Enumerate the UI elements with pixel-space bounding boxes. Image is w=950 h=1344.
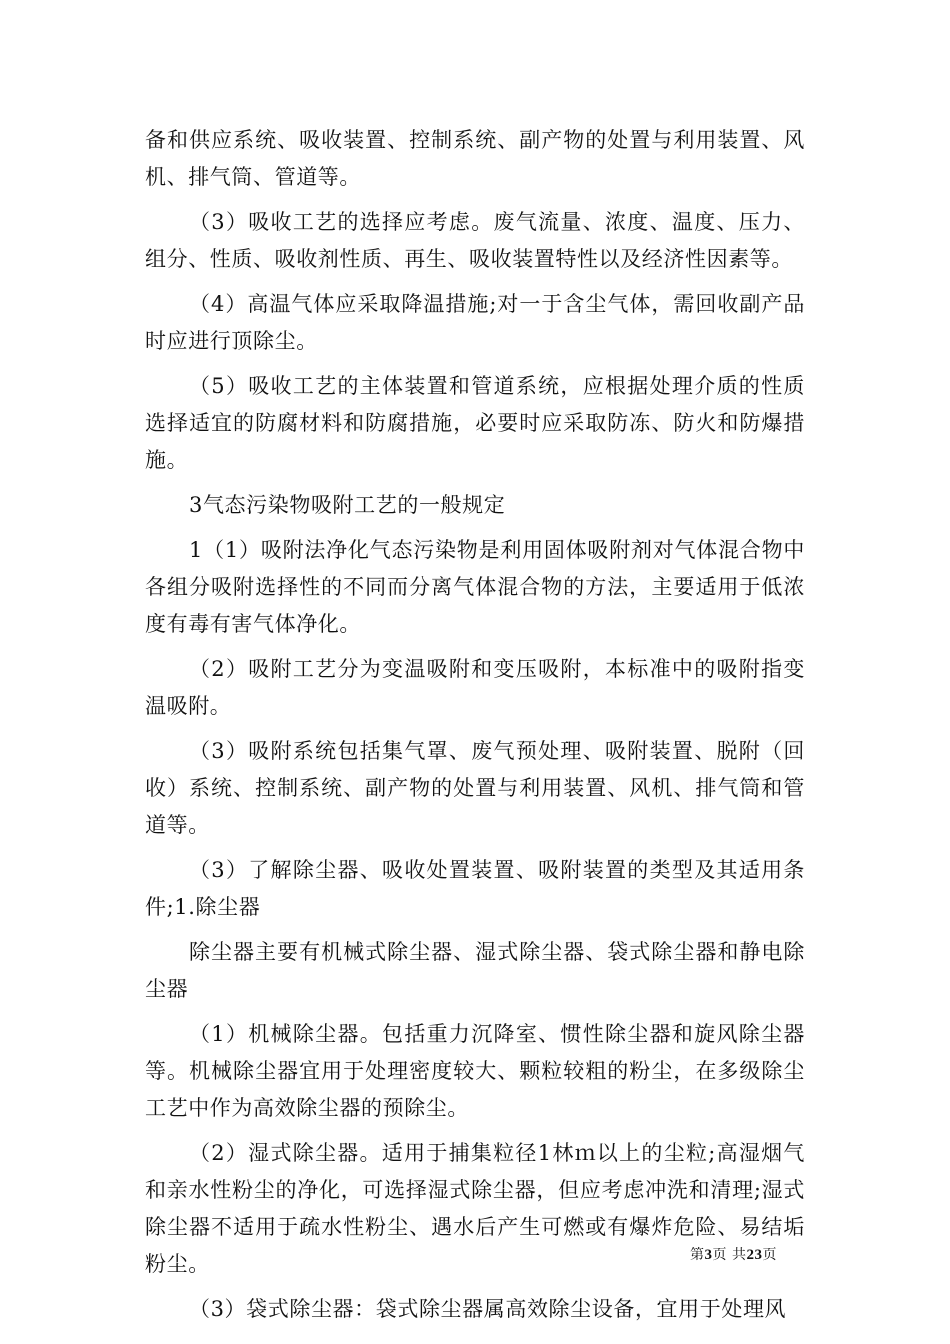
footer-middle: 页 共 [712, 1247, 747, 1263]
current-page-number: 3 [704, 1247, 713, 1263]
paragraph: （3）吸附系统包括集气罩、废气预处理、吸附装置、脱附（回收）系统、控制系统、副产物的处置与利用装置、风机、排气筒和管道等。 [145, 739, 805, 837]
footer-prefix: 第 [690, 1247, 705, 1263]
paragraph: （3）袋式除尘器：袋式除尘器属高效除尘设备，宜用于处理风 [189, 1297, 787, 1321]
paragraph: （3）了解除尘器、吸收处置装置、吸附装置的类型及其适用条件;1.除尘器 [145, 858, 805, 919]
paragraph: 备和供应系统、吸收装置、控制系统、副产物的处置与利用装置、风机、排气筒、管道等。 [145, 128, 805, 189]
section-heading: 3气态污染物吸附工艺的一般规定 [189, 493, 506, 517]
body-text [145, 122, 805, 1328]
page-footer [690, 1244, 890, 1264]
paragraph: （2）吸附工艺分为变温吸附和变压吸附，本标准中的吸附指变温吸附。 [145, 657, 805, 718]
paragraph: （1）机械除尘器。包括重力沉降室、惯性除尘器和旋风除尘器等。机械除尘器宜用于处理密度较大、颗粒较粗的粉尘，在多级除尘工艺中作为高效除尘器的预除尘。 [145, 1022, 805, 1120]
paragraph: 除尘器主要有机械式除尘器、湿式除尘器、袋式除尘器和静电除尘器 [145, 940, 805, 1001]
total-page-count: 23 [746, 1247, 763, 1263]
footer-suffix: 页 [762, 1247, 777, 1263]
paragraph: （3）吸收工艺的选择应考虑。废气流量、浓度、温度、压力、组分、性质、吸收剂性质、再生、吸收装置特性以及经济性因素等。 [145, 210, 805, 271]
paragraph: （2）湿式除尘器。适用于捕集粒径1林ｍ以上的尘粒;高湿烟气和亲水性粉尘的净化，可选择湿式除尘器，但应考虑冲洗和清理;湿式除尘器不适用于疏水性粉尘、遇水后产生可燃或有爆炸危险、易结垢粉尘。 [145, 1141, 805, 1276]
paragraph: 1（1）吸附法净化气态污染物是利用固体吸附剂对气体混合物中各组分吸附选择性的不同而分离气体混合物的方法，主要适用于低浓度有毒有害气体净化。 [145, 538, 805, 636]
paragraph: （4）高温气体应采取降温措施;对一于含尘气体，需回收副产品时应进行顶除尘。 [145, 292, 805, 353]
paragraph: （5）吸收工艺的主体装置和管道系统，应根据处理介质的性质选择适宜的防腐材料和防腐措施，必要时应采取防冻、防火和防爆措施。 [145, 374, 805, 472]
